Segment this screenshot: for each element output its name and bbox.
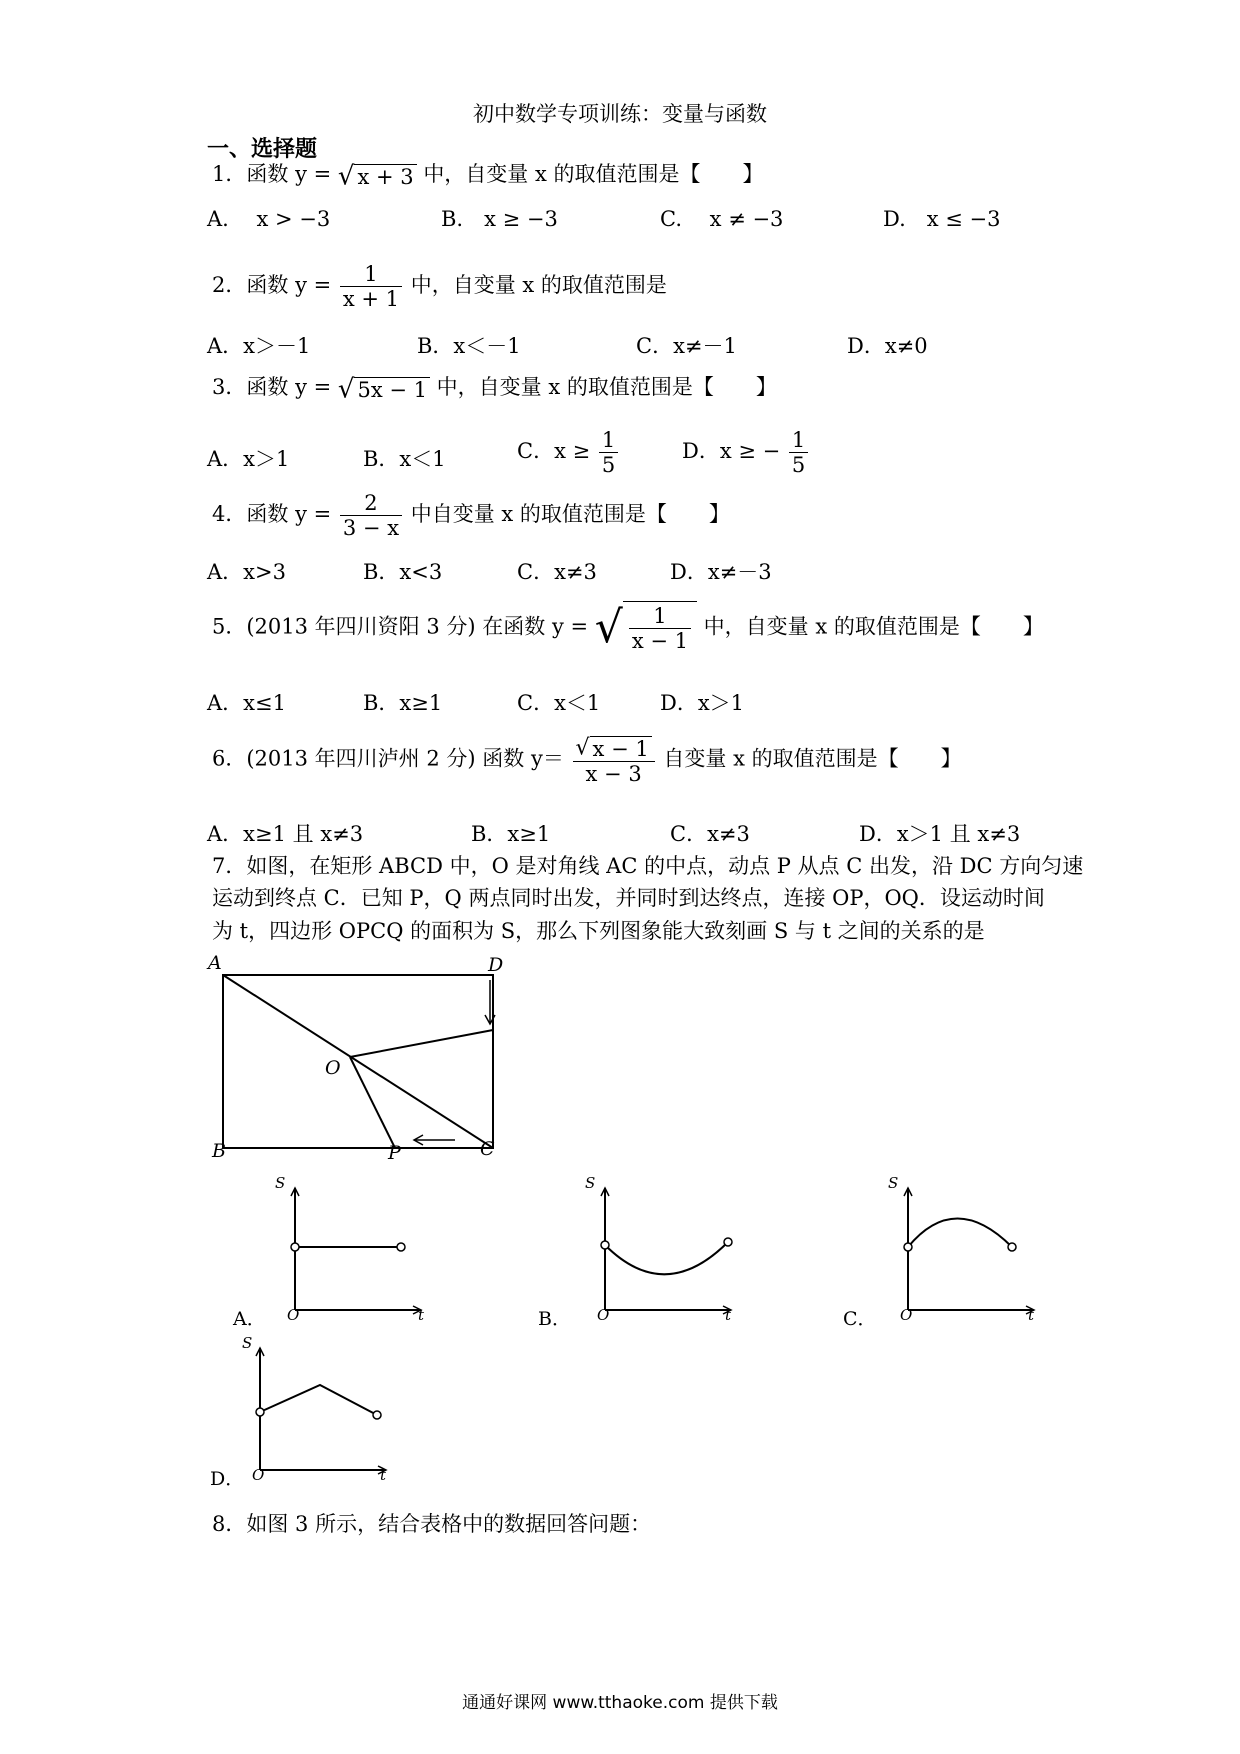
q5-prefix: 5．(2013 年四川资阳 3 分) 在函数 <box>212 614 546 639</box>
graph-c-start-point <box>904 1243 912 1251</box>
q5-option-a: A．x≤1 <box>207 691 286 715</box>
q3-option-d-num: 1 <box>789 428 808 453</box>
q4-option-a: A．x>3 <box>207 560 286 584</box>
q4-suffix: 中自变量 x 的取值范围是【 】 <box>410 502 730 526</box>
graph-b-curve <box>605 1242 728 1274</box>
q3-option-d-den: 5 <box>791 453 806 477</box>
q1-suffix: 中，自变量 x 的取值范围是【 】 <box>423 162 764 186</box>
graph-option-c <box>835 1174 1035 1330</box>
q2-suffix: 中，自变量 x 的取值范围是 <box>410 273 667 297</box>
question-8: 8．如图 3 所示，结合表格中的数据回答问题： <box>212 1512 652 1536</box>
graph-a-origin-label: O <box>287 1306 300 1324</box>
q5-suffix: 中，自变量 x 的取值范围是【 】 <box>703 614 1044 639</box>
q5-sqrt: √ $\frac{1}{x - 1}$ <box>595 601 697 655</box>
graph-d-s-label: S <box>242 1334 253 1352</box>
q3-option-a: A．x＞1 <box>207 447 290 471</box>
question-4 <box>212 491 730 540</box>
q4-option-c: C．x≠3 <box>517 560 597 584</box>
question-5 <box>212 601 1044 655</box>
q2-prefix: 2．函数 <box>212 273 289 297</box>
q7-line-1: 7．如图，在矩形 ABCD 中，O 是对角线 AC 的中点，动点 P 从点 C 出发，沿 DC 方向匀速 <box>212 854 1084 878</box>
graph-a-end-point <box>397 1243 405 1251</box>
q2-denominator: x + 1 <box>342 287 400 311</box>
q6-denominator: x − 3 <box>585 761 642 786</box>
graph-b-t-label: t <box>725 1306 732 1324</box>
question-6 <box>212 734 962 786</box>
q4-option-b: B．x<3 <box>363 560 443 584</box>
graph-c-s-label: S <box>888 1174 899 1192</box>
q4-prefix: 4．函数 <box>212 502 289 526</box>
segment-oq <box>350 1030 493 1057</box>
q1-option-a: A. x > −3 <box>207 207 331 231</box>
q2-option-b: B．x＜－1 <box>417 334 521 358</box>
q6-prefix: 6．(2013 年四川泸州 2 分) 函数 <box>212 746 525 771</box>
label-b: B <box>212 1140 226 1162</box>
q3-suffix: 中，自变量 x 的取值范围是【 】 <box>436 375 777 399</box>
q1-radicand: x + 3 <box>354 164 416 189</box>
q3-option-d-fraction <box>789 428 808 477</box>
graph-c-t-label: t <box>1028 1306 1035 1324</box>
graph-b-end-point <box>724 1238 732 1246</box>
q5-option-d: D．x＞1 <box>660 691 745 715</box>
q1-option-b: B. x ≥ −3 <box>441 207 558 231</box>
q1-option-d: D. x ≤ −3 <box>883 207 1001 231</box>
q1-prefix: 1．函数 <box>212 162 289 186</box>
graph-b-s-label: S <box>585 1174 596 1192</box>
q7-line-3: 为 t，四边形 OPCQ 的面积为 S，那么下列图象能大致刻画 S 与 t 之间的关系的是 <box>212 919 985 943</box>
graph-b-label: B． <box>538 1308 571 1330</box>
page-title: 初中数学专项训练：变量与函数 <box>473 102 767 126</box>
q2-option-a: A．x＞－1 <box>207 334 311 358</box>
q3-option-b: B．x＜1 <box>363 447 446 471</box>
graph-c-label: C． <box>843 1308 877 1330</box>
q3-option-c-fraction <box>599 428 618 477</box>
q6-suffix: 自变量 x 的取值范围是【 】 <box>663 746 962 771</box>
graph-d-end-point <box>373 1411 381 1419</box>
q5-numerator: 1 <box>629 604 691 629</box>
q3-option-c-num: 1 <box>599 428 618 453</box>
label-o: O <box>325 1057 341 1079</box>
q4-denominator: 3 − x <box>342 516 400 540</box>
diagonal-ac <box>223 975 493 1148</box>
q3-option-c-den: 5 <box>601 453 616 477</box>
graph-a-s-label: S <box>275 1174 286 1192</box>
graph-b-start-point <box>601 1241 609 1249</box>
section-heading: 一、选择题 <box>207 136 318 162</box>
q3-prefix: 3．函数 <box>212 375 289 399</box>
q3-sqrt: √ 5x − 1 <box>338 374 430 404</box>
graph-option-b <box>530 1174 732 1330</box>
graph-d-start-point <box>256 1408 264 1416</box>
graph-d-label: D． <box>210 1468 245 1490</box>
q5-option-b: B．x≥1 <box>363 691 443 715</box>
graph-b-origin-label: O <box>597 1306 610 1324</box>
graph-a-start-point <box>291 1243 299 1251</box>
page-footer: 通通好课网 www.tthaoke.com 提供下载 <box>462 1693 778 1713</box>
q1-option-c: C. x ≠ −3 <box>660 207 784 231</box>
graph-a-t-label: t <box>418 1306 425 1324</box>
q1-sqrt: √ x + 3 <box>338 161 417 191</box>
q6-func-lhs: y＝ <box>530 746 564 771</box>
q3-func-lhs: y = <box>295 375 332 399</box>
graph-d-t-label: t <box>380 1466 387 1484</box>
q4-func-lhs: y = <box>295 502 332 526</box>
question-3 <box>212 373 777 403</box>
question-1 <box>212 160 764 190</box>
q4-numerator: 2 <box>340 491 402 516</box>
q5-func-lhs: y = <box>551 614 589 639</box>
q6-option-a: A．x≥1 且 x≠3 <box>207 822 364 846</box>
q3-option-c <box>517 428 620 477</box>
q6-numerator: √ x − 1 <box>573 734 655 762</box>
q3-option-d <box>682 428 810 477</box>
label-d: D <box>488 954 504 976</box>
q1-func-lhs: y = <box>295 162 332 186</box>
label-a: A <box>208 952 222 974</box>
label-c: C <box>480 1138 495 1160</box>
graph-c-end-point <box>1008 1243 1016 1251</box>
q6-radicand: x − 1 <box>590 736 652 761</box>
graph-d-origin-label: O <box>252 1466 265 1484</box>
q2-option-c: C．x≠－1 <box>636 334 737 358</box>
q5-denominator: x − 1 <box>631 629 688 653</box>
q4-option-d: D．x≠－3 <box>670 560 772 584</box>
q7-rectangle-figure <box>208 952 510 1164</box>
graph-a-label: A． <box>233 1308 266 1330</box>
question-2 <box>212 262 667 311</box>
q6-option-b: B．x≥1 <box>471 822 551 846</box>
q2-option-d: D．x≠0 <box>847 334 928 358</box>
q3-option-d-prefix: D．x ≥ − <box>682 439 781 463</box>
label-p: P <box>388 1142 401 1164</box>
q2-func-lhs: y = <box>295 273 332 297</box>
q6-fraction <box>573 734 655 786</box>
q5-option-c: C．x＜1 <box>517 691 601 715</box>
graph-c-curve <box>908 1219 1012 1248</box>
q3-option-c-prefix: C．x ≥ <box>517 439 591 463</box>
q2-fraction <box>340 262 402 311</box>
q5-fraction <box>629 604 691 653</box>
q3-radicand: 5x − 1 <box>354 377 430 402</box>
graph-c-origin-label: O <box>900 1306 913 1324</box>
graph-option-a <box>225 1174 425 1330</box>
q6-option-c: C．x≠3 <box>670 822 750 846</box>
q4-fraction <box>340 491 402 540</box>
q2-numerator: 1 <box>340 262 402 287</box>
graph-option-d <box>205 1334 405 1490</box>
graph-d-curve <box>260 1385 377 1415</box>
q7-line-2: 运动到终点 C．已知 P，Q 两点同时出发，并同时到达终点，连接 OP，OQ．设运动时间 <box>212 886 1045 910</box>
q6-option-d: D．x＞1 且 x≠3 <box>859 822 1021 846</box>
rectangle-diagram <box>210 960 510 1160</box>
